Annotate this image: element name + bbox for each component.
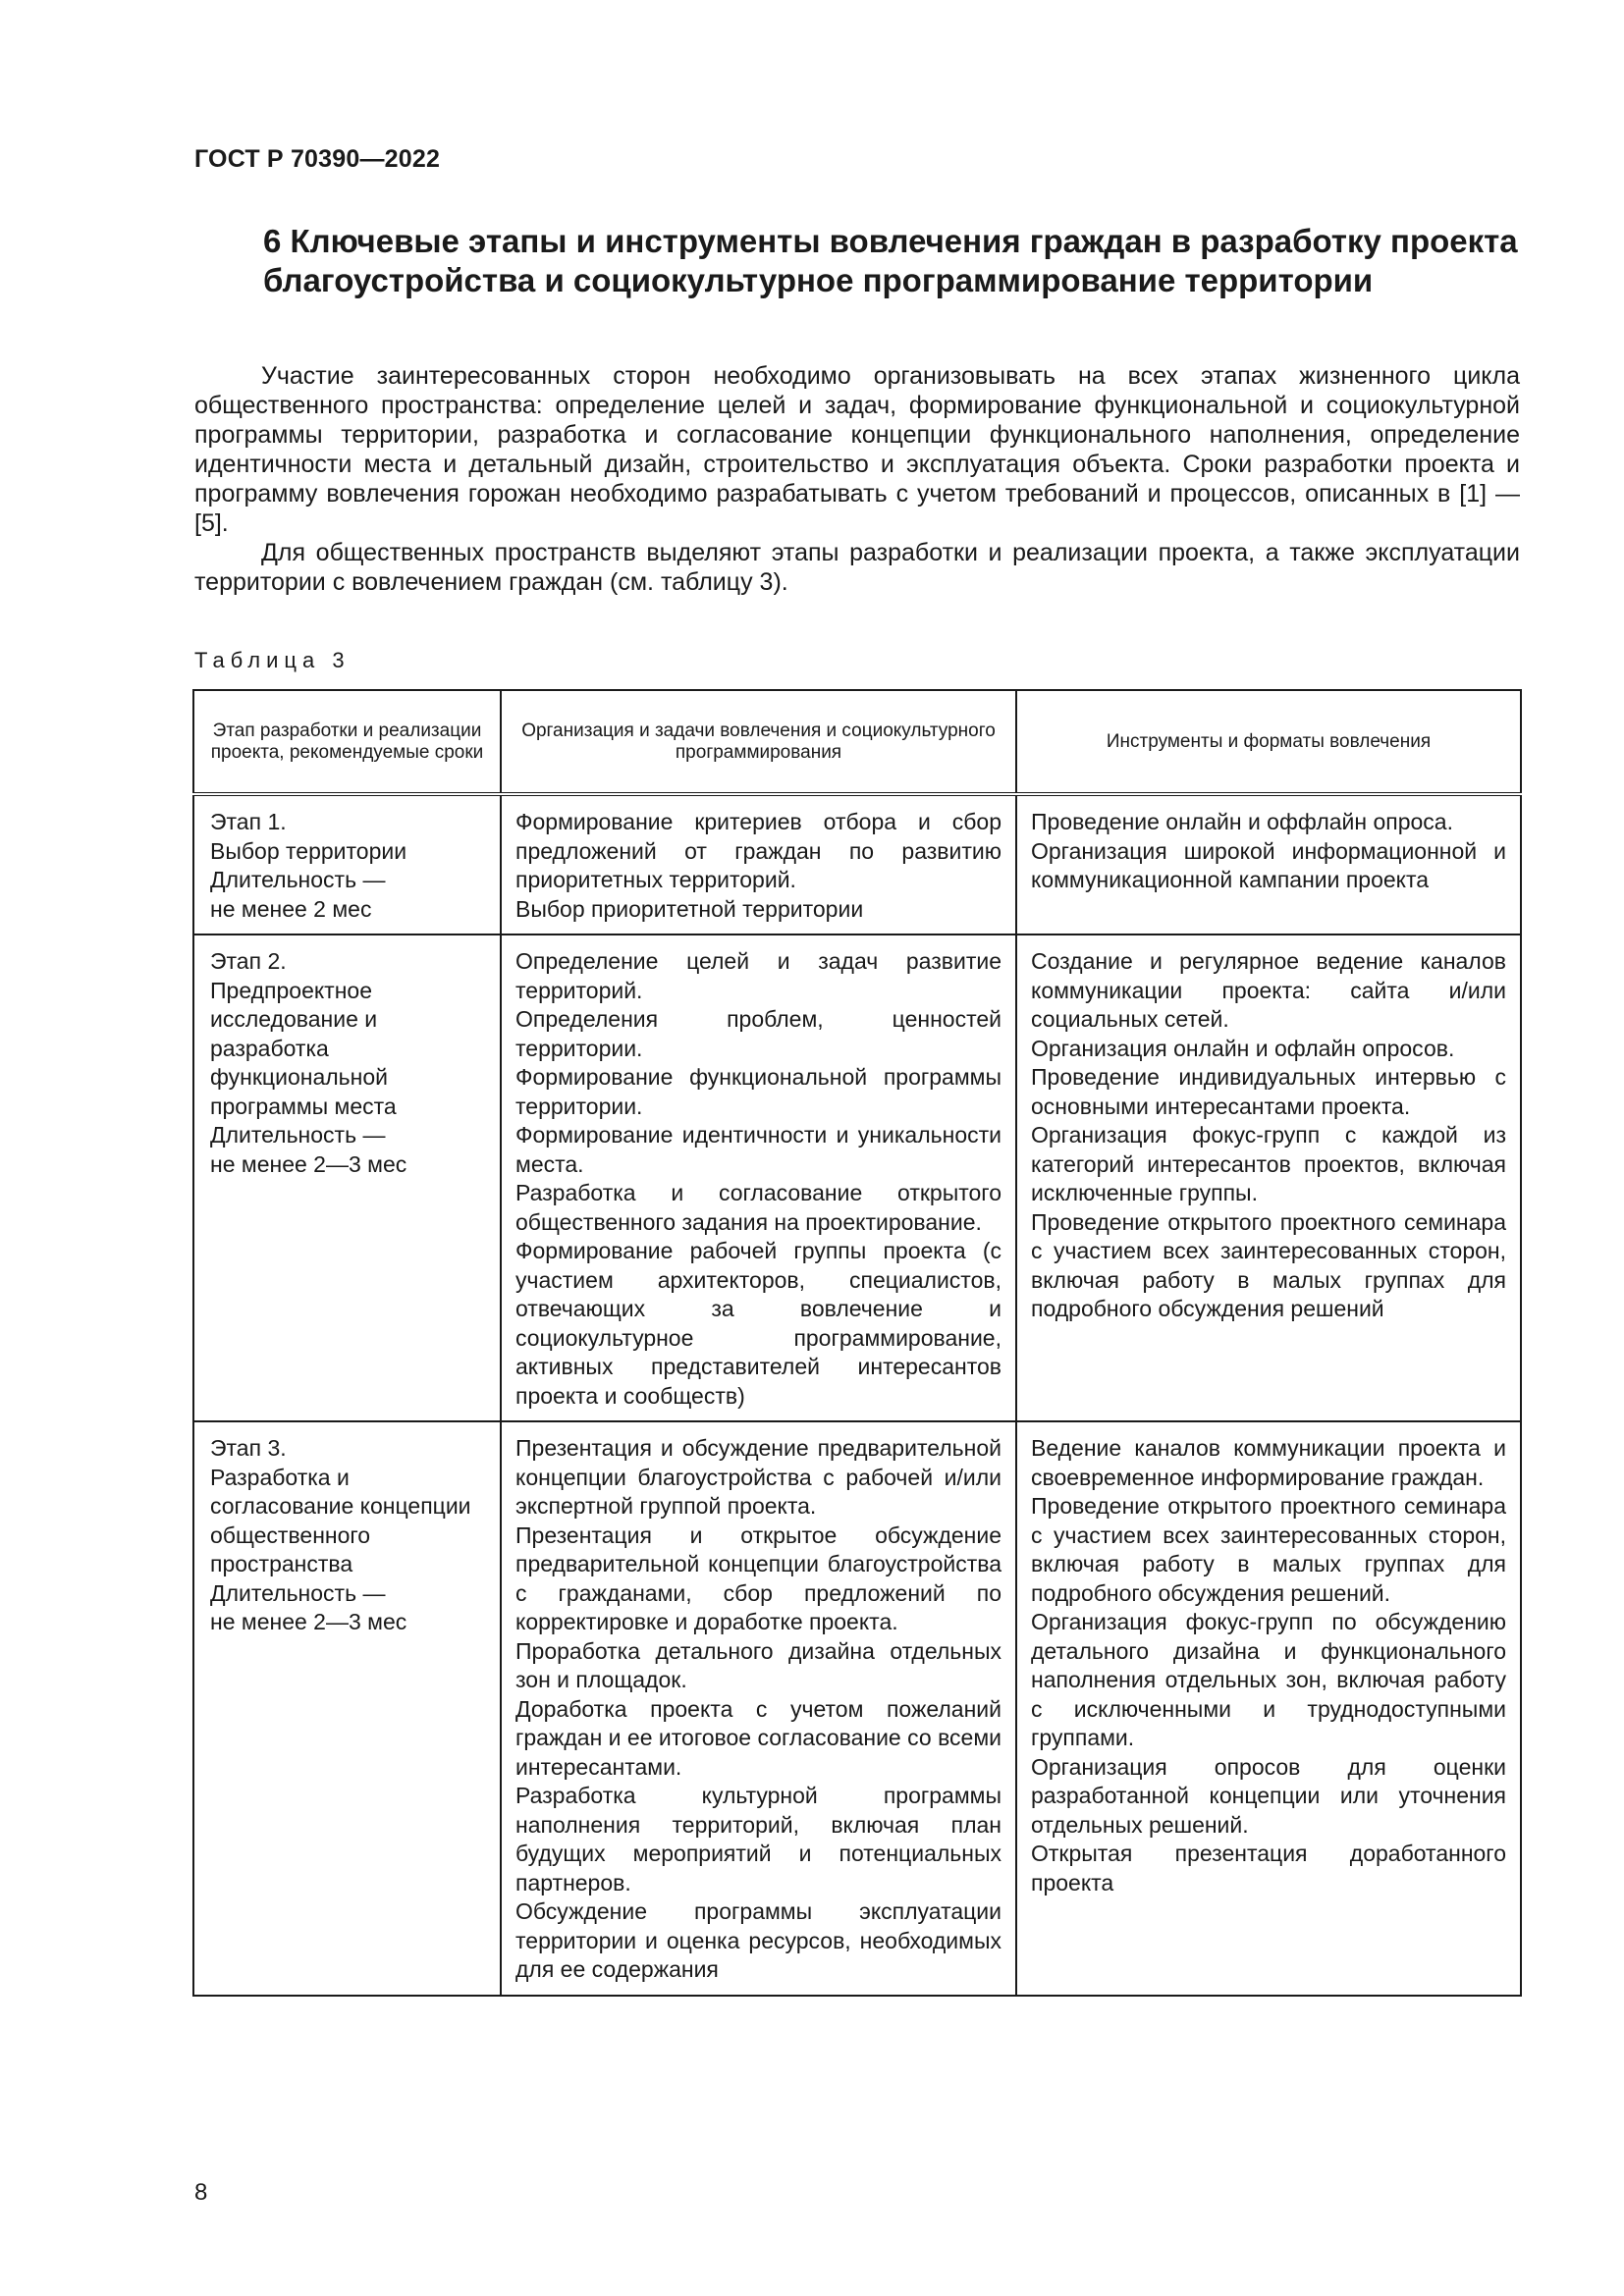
stage-line: Разработка и согласование концепции общественного пространства	[210, 1464, 471, 1576]
stage-cell	[193, 1421, 501, 1996]
stage-line: Предпроектное исследование и разработка функциональной программы места	[210, 977, 397, 1119]
stage-line: Этап 2.	[210, 948, 287, 974]
stage-cell	[193, 934, 501, 1421]
task-item: Определение целей и задач развитие территорий.	[515, 948, 1001, 1003]
tool-item: Организация опросов для оценки разработанной концепции или уточнения отдельных решений.	[1031, 1753, 1506, 1838]
task-item: Разработка и согласование открытого общественного задания на проектирование.	[515, 1180, 1001, 1235]
tools-cell	[1016, 934, 1521, 1421]
task-item: Обсуждение программы эксплуатации территории и оценка ресурсов, необходимых для ее содержания	[515, 1898, 1001, 1982]
stage-line: Длительность —	[210, 867, 386, 892]
tool-item: Организация онлайн и офлайн опросов.	[1031, 1035, 1455, 1061]
paragraph: Участие заинтересованных сторон необходимо организовывать на всех этапах жизненного цикла общественного пространства: определение целей и задач, формирование функциональной и социокультурной программы территории, разработка и согласование концепции функционального наполнения, определение идентичности места и детальный дизайн, строительство и эксплуатация объекта. Сроки разработки проекта и программу вовлечения горожан необходимо разрабатывать с учетом требований и процессов, описанных в [1] — [5].	[194, 362, 1520, 537]
task-item: Проработка детального дизайна отдельных зон и площадок.	[515, 1637, 1001, 1692]
tools-cell	[1016, 794, 1521, 934]
tool-item: Ведение каналов коммуникации проекта и своевременное информирование граждан.	[1031, 1435, 1506, 1490]
stages-table	[192, 689, 1522, 1997]
tool-item: Проведение открытого проектного семинара с участием всех заинтересованных сторон, включая работу в малых группах для подробного обсуждения решений	[1031, 1208, 1506, 1321]
task-item: Формирование функциональной программы территории.	[515, 1064, 1001, 1119]
stage-line: не менее 2—3 мес	[210, 1150, 407, 1177]
column-header-tools: Инструменты и форматы вовлечения	[1016, 690, 1521, 794]
document-code-header: ГОСТ Р 70390—2022	[194, 145, 441, 173]
table-row	[193, 934, 1521, 1421]
task-item: Формирование идентичности и уникальности места.	[515, 1122, 1001, 1177]
task-item: Формирование критериев отбора и сбор предложений от граждан по развитию приоритетных территорий.	[515, 809, 1001, 892]
tool-item: Организация фокус-групп по обсуждению детального дизайна и функционального наполнения отдельных зон, включая работу с исключенными и труднодоступными группами.	[1031, 1609, 1506, 1750]
column-header-tasks: Организация и задачи вовлечения и социокультурного программирования	[501, 690, 1016, 794]
tool-item: Проведение открытого проектного семинара с участием всех заинтересованных сторон, включая работу в малых группах для подробного обсуждения решений.	[1031, 1493, 1506, 1606]
stage-line: Этап 3.	[210, 1435, 287, 1461]
table-row	[193, 794, 1521, 934]
stage-line: Выбор территории	[210, 837, 407, 864]
stage-line: не менее 2—3 мес	[210, 1609, 407, 1634]
tasks-cell	[501, 794, 1016, 934]
task-item: Определения проблем, ценностей территории.	[515, 1006, 1001, 1061]
column-header-stage: Этап разработки и реализации проекта, рекомендуемые сроки	[193, 690, 501, 794]
table-header-row	[193, 690, 1521, 794]
tasks-cell	[501, 1421, 1016, 1996]
tools-cell	[1016, 1421, 1521, 1996]
task-item: Презентация и открытое обсуждение предварительной концепции благоустройства с гражданами, сбор предложений по корректировке и доработке проекта.	[515, 1522, 1001, 1634]
task-item: Формирование рабочей группы проекта (с участием архитекторов, специалистов, отвечающих за вовлечение и социокультурное программирование, активных представителей интересантов проекта и сообществ)	[515, 1238, 1001, 1409]
task-item: Презентация и обсуждение предварительной концепции благоустройства с рабочей и/или экспертной группой проекта.	[515, 1435, 1001, 1519]
tool-item: Организация фокус-групп с каждой из категорий интересантов проектов, включая исключенные группы.	[1031, 1122, 1506, 1205]
task-item: Разработка культурной программы наполнения территорий, включая план будущих мероприятий и потенциальных партнеров.	[515, 1783, 1001, 1896]
stage-line: Этап 1.	[210, 809, 287, 834]
tool-item: Организация широкой информационной и коммуникационной кампании проекта	[1031, 837, 1506, 892]
stage-line: не менее 2 мес	[210, 895, 372, 922]
stage-line: Длительность —	[210, 1579, 386, 1606]
table-caption: Таблица 3	[194, 648, 351, 672]
tool-item: Создание и регулярное ведение каналов коммуникации проекта: сайта и/или социальных сетей.	[1031, 948, 1506, 1032]
task-item: Доработка проекта с учетом пожеланий граждан и ее итоговое согласование со всеми интересантами.	[515, 1695, 1001, 1780]
section-title: 6 Ключевые этапы и инструменты вовлечения граждан в разработку проекта благоустройства и социокультурное программирование территории	[263, 223, 1518, 298]
tasks-cell	[501, 934, 1016, 1421]
tool-item: Открытая презентация доработанного проекта	[1031, 1841, 1506, 1896]
page-number: 8	[194, 2179, 208, 2206]
paragraph: Для общественных пространств выделяют этапы разработки и реализации проекта, а также эксплуатации территории с вовлечением граждан (см. таблицу 3).	[194, 539, 1520, 596]
tool-item: Проведение онлайн и оффлайн опроса.	[1031, 809, 1453, 834]
stage-line: Длительность —	[210, 1122, 386, 1148]
table-row	[193, 1421, 1521, 1996]
body-text	[194, 361, 1520, 597]
tool-item: Проведение индивидуальных интервью с основными интересантами проекта.	[1031, 1064, 1506, 1119]
task-item: Выбор приоритетной территории	[515, 895, 864, 922]
stage-cell	[193, 794, 501, 934]
